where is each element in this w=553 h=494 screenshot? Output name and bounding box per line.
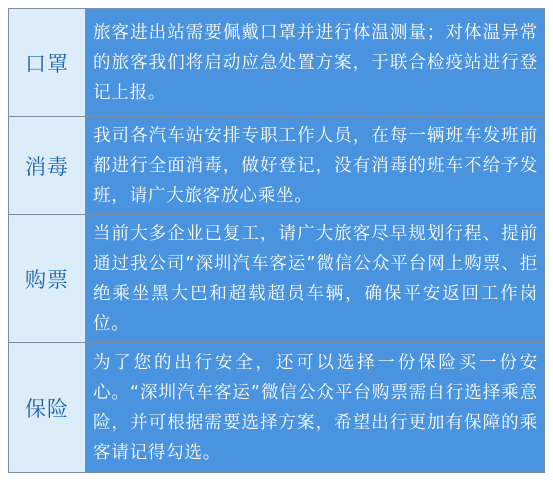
row-label: 购票 [9, 215, 86, 343]
notice-table [8, 8, 545, 473]
row-label: 消毒 [9, 117, 86, 215]
row-text: 旅客进出站需要佩戴口罩并进行体温测量；对体温异常的旅客我们将启动应急处置方案，于联合检疫站进行登记上报。 [86, 9, 545, 117]
row-text: 当前大多企业已复工，请广大旅客尽早规划行程、提前通过我公司“深圳汽车客运”微信公众平台网上购票、拒绝乘坐黑大巴和超载超员车辆，确保平安返回工作岗位。 [86, 215, 545, 343]
table-row-mask [9, 9, 545, 117]
row-label: 保险 [9, 343, 86, 473]
table-row-ticketing [9, 215, 545, 343]
table-row-disinfection [9, 117, 545, 215]
row-text: 我司各汽车站安排专职工作人员，在每一辆班车发班前都进行全面消毒，做好登记，没有消毒的班车不给予发班，请广大旅客放心乘坐。 [86, 117, 545, 215]
row-text: 为了您的出行安全，还可以选择一份保险买一份安心。“深圳汽车客运”微信公众平台购票需自行选择乘意险，并可根据需要选择方案，希望出行更加有保障的乘客请记得勾选。 [86, 343, 545, 473]
table-row-insurance [9, 343, 545, 473]
row-label: 口罩 [9, 9, 86, 117]
